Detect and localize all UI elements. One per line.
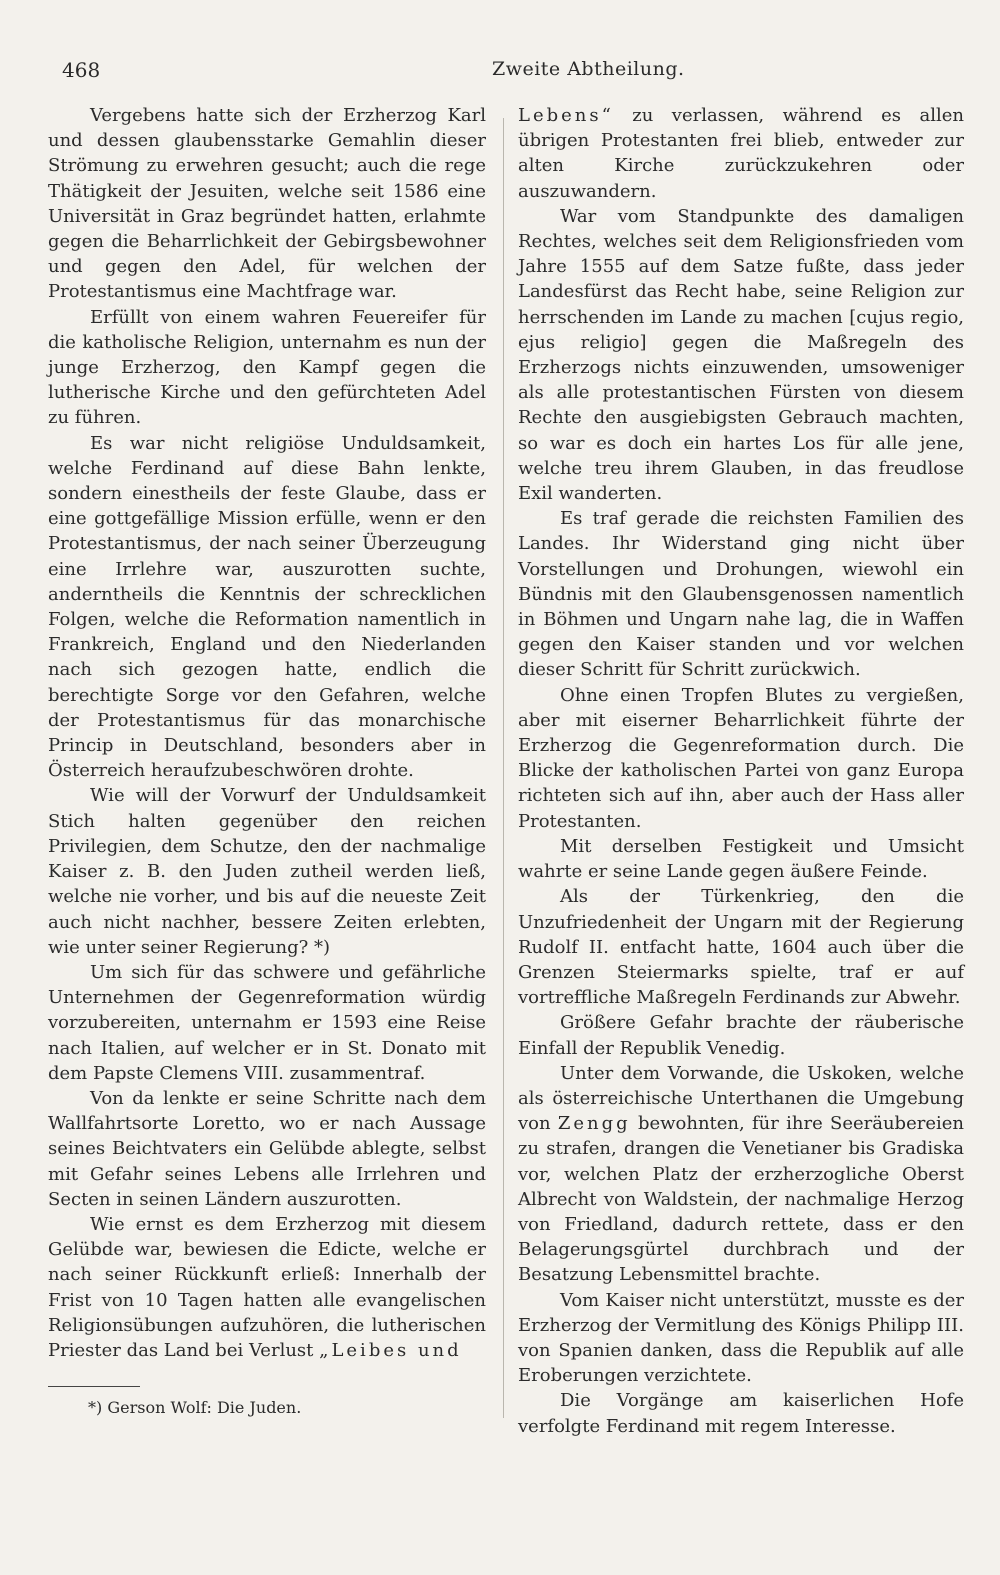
paragraph: Wie will der Vorwurf der Unduldsamkeit Stich halten gegenüber den reichen Privilegien, dem Schutze, den der nachmalige Kaiser z. B. den Juden zutheil werden ließ, welche nie vorher, und bis auf die neueste Zeit auch nicht nachher, bessere Zeiten erlebten, wie unter seiner Regierung? *) — [48, 785, 486, 958]
paragraph: Mit derselben Festigkeit und Umsicht wahrte er seine Lande gegen äußere Feinde. — [518, 835, 964, 883]
spaced-emphasis: „Leibes und — [319, 1339, 462, 1361]
paragraph: Vergebens hatte sich der Erzherzog Karl und dessen glaubensstarke Gemahlin dieser Strömung zu erwehren gesucht; auch die rege Thätigkeit der Jesuiten, welche seit 1586 eine Universität in Graz begründet hatten, erlahmte gegen die Beharrlichkeit der Gebirgsbewohner und gegen den Adel, für welchen der Protestantismus eine Machtfrage war. — [48, 105, 486, 303]
paragraph — [48, 1212, 486, 1363]
spaced-emphasis: Zengg — [557, 1113, 631, 1135]
paragraph-text: Wie ernst es dem Erzherzog mit diesem Gelübde war, bewiesen die Edicte, welche er nach seiner Rückkunft erließ: Innerhalb der Frist von 10 Tagen hatten alle evangelischen Religionsübungen aufzuhören, die lutherischen Priester das Land bei Verlust — [48, 1213, 486, 1361]
paragraph: Es traf gerade die reichsten Familien des Landes. Ihr Widerstand ging nicht über Vorstellungen und Drohungen, wiewohl ein Bündnis mit den Glaubensgenossen namentlich in Böhmen und Ungarn nahe lag, die in Waffen gegen den Kaiser standen und vor welchen dieser Schritt für Schritt zurückwich. — [518, 508, 964, 681]
running-head: Zweite Abtheilung. — [492, 58, 685, 80]
paragraph: Ohne einen Tropfen Blutes zu vergießen, aber mit eiserner Beharrlichkeit führte der Erzherzog die Gegenreformation durch. Die Blicke der katholischen Partei von ganz Europa richteten sich auf ihn, aber auch der Hass aller Protestanten. — [518, 684, 964, 832]
footnote-rule — [48, 1386, 140, 1387]
paragraph: Es war nicht religiöse Unduldsamkeit, welche Ferdinand auf diese Bahn lenkte, sondern einestheils der feste Glaube, dass er eine gottgefällige Mission erfülle, wenn er den Protestantismus, der nach seiner Überzeugung eine Irrlehre war, auszurotten suchte, anderntheils die Kenntnis der schrecklichen Folgen, welche die Reformation namentlich in Frankreich, England und den Niederlanden nach sich gezogen hatte, endlich die berechtigte Sorge vor den Gefahren, welche der Protestantismus für das monarchische Princip in Deutschland, besonders aber in Österreich heraufzubeschwören drohte. — [48, 432, 486, 782]
paragraph: Von da lenkte er seine Schritte nach dem Wallfahrtsorte Loretto, wo er nach Aussage seines Beichtvaters ein Gelübde ablegte, selbst mit Gefahr seines Lebens alle Irrlehren und Secten in seinen Ländern auszurotten. — [48, 1087, 486, 1210]
paragraph: War vom Standpunkte des damaligen Rechtes, welches seit dem Religionsfrieden vom Jahre 1555 auf dem Satze fußte, dass jeder Landesfürst das Recht habe, seine Religion zur herrschenden im Lande zu machen [cujus regio, ejus religio] gegen die Maßregeln des Erzherzogs nichts einzuwenden, umsoweniger als alle protestantischen Fürsten von diesem Rechte den ausgiebigsten Gebrauch machten, so war es doch ein hartes Los für alle jene, welche treu ihrem Glauben, in das freudlose Exil wanderten. — [518, 205, 964, 505]
paragraph: Erfüllt von einem wahren Feuereifer für die katholische Religion, unternahm es nun der junge Erzherzog, den Kampf gegen die lutherische Kirche und den gefürchteten Adel zu führen. — [48, 306, 486, 429]
page-number: 468 — [62, 58, 101, 82]
paragraph-text: zu verlassen, während es allen übrigen Protestanten frei blieb, entweder zur alten Kirche zurückzukehren oder auszuwandern. — [518, 105, 964, 202]
paragraph — [518, 1061, 964, 1288]
paragraph-text: Unter dem Vorwande, die Uskoken, welche als österreichische Unterthanen die Umgebung von — [518, 1062, 964, 1135]
page-header — [60, 58, 960, 88]
left-column — [48, 103, 486, 1363]
paragraph: Vom Kaiser nicht unterstützt, musste es der Erzherzog der Vermitlung des Königs Philipp III. von Spanien danken, dass die Republik auf alle Eroberungen verzichtete. — [518, 1289, 964, 1387]
paragraph-text: bewohnten, für ihre Seeräubereien zu strafen, drangen die Venetianer bis Gradiska vor, welchen Platz der erzherzogliche Oberst Albrecht von Waldstein, der nachmalige Herzog von Friedland, dadurch rettete, dass er den Belagerungsgürtel durchbrach und der Besatzung Lebensmittel brachte. — [518, 1113, 964, 1286]
paragraph: Die Vorgänge am kaiserlichen Hofe verfolgte Ferdinand mit regem Interesse. — [518, 1390, 964, 1437]
spaced-emphasis: Lebens“ — [518, 105, 614, 126]
column-divider — [503, 118, 504, 1418]
paragraph: Um sich für das schwere und gefährliche Unternehmen der Gegenreformation würdig vorzubereiten, unternahm er 1593 eine Reise nach Italien, auf welcher er in St. Donato mit dem Papste Clemens VIII. zusammentraf. — [48, 961, 486, 1084]
paragraph: Größere Gefahr brachte der räuberische Einfall der Republik Venedig. — [518, 1012, 964, 1059]
paragraph-continuation — [518, 103, 964, 204]
paragraph: Als der Türkenkrieg, den die Unzufriedenheit der Ungarn mit der Regierung Rudolf II. entfacht hatte, 1604 auch über die Grenzen Steiermarks spielte, traf er auf vortreffliche Maßregeln Ferdinands zur Abwehr. — [518, 886, 964, 1009]
footnote: *) Gerson Wolf: Die Juden. — [88, 1398, 302, 1417]
right-column — [518, 103, 964, 1439]
